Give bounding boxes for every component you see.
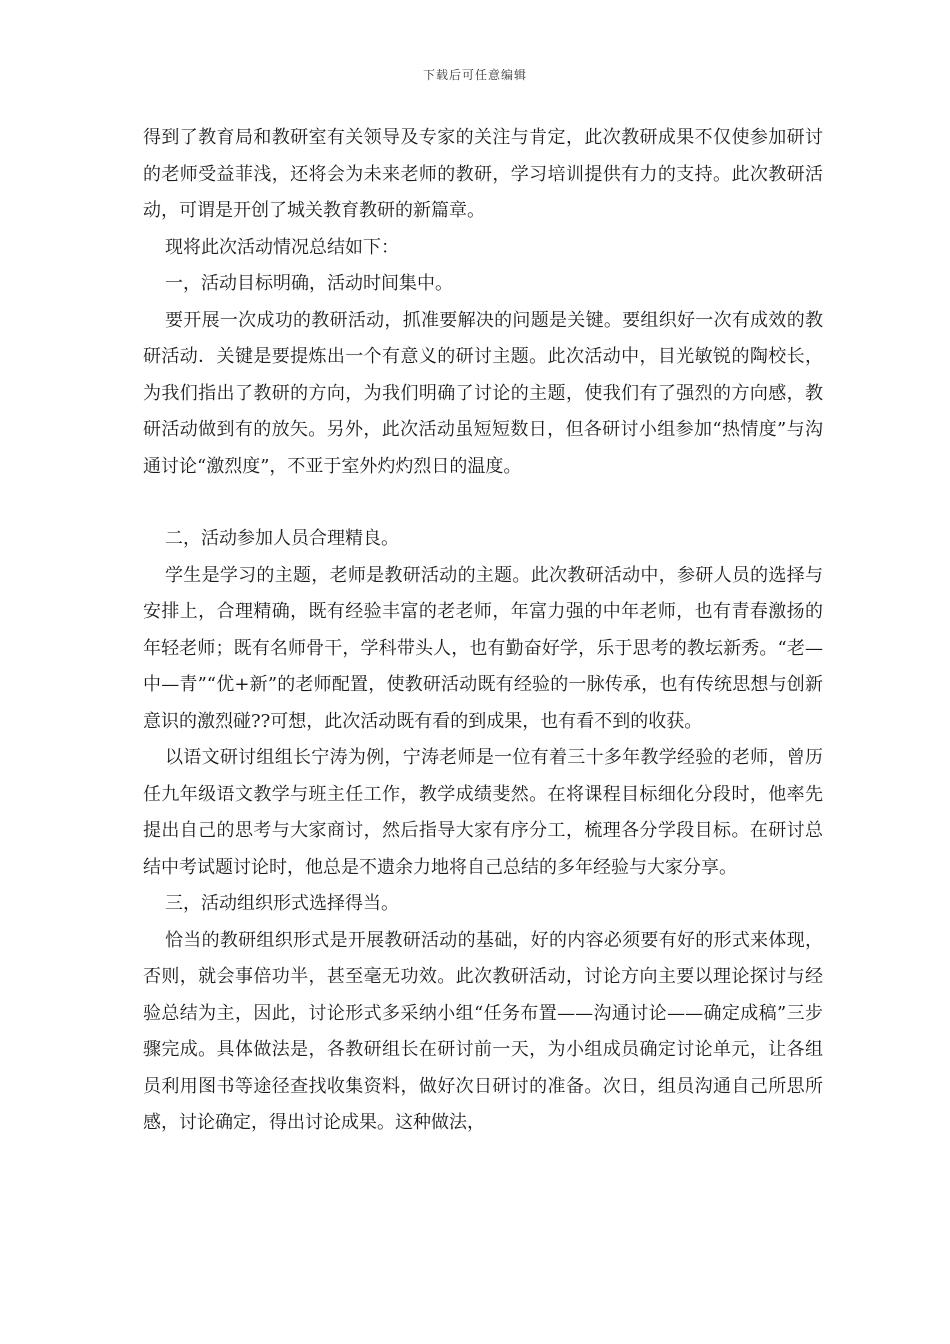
section-heading-2: 二，活动参加人员合理精良。 — [165, 528, 399, 549]
section-heading-3: 三，活动组织形式选择得当。 — [165, 893, 399, 914]
section-heading-1: 一，活动目标明确，活动时间集中。 — [165, 273, 453, 294]
paragraph-summary-lead: 现将此次活动情况总结如下： — [165, 236, 399, 258]
document-body — [143, 120, 823, 1142]
paragraph-section-1: 要开展一次成功的教研活动，抓准要解决的问题是关键。要组织好一次有成效的教研活动．关键是要提炼出一个有意义的研讨主题。此次活动中，目光敏锐的陶校长，为我们指出了教研的方向，为我们明确了讨论的主题，使我们有了强烈的方向感，教研活动做到有的放矢。另外，此次活动虽短短数日，但各研讨小组参加“热情度”与沟通讨论“激烈度”，不亚于室外灼灼烈日的温度。 — [143, 309, 823, 477]
paragraph-section-3: 恰当的教研组织形式是开展教研活动的基础，好的内容必须要有好的形式来体现，否则，就会事倍功半，甚至毫无功效。此次教研活动，讨论方向主要以理论探讨与经验总结为主，因此，讨论形式多采纳小组“任务布置——沟通讨论——确定成稿”三步骤完成。具体做法是，各教研组长在研讨前一天，为小组成员确定讨论单元，让各组员利用图书等途径查找收集资料，做好次日研讨的准备。次日，组员沟通自己所思所感，讨论确定，得出讨论成果。这种做法， — [143, 929, 823, 1133]
paragraph-intro-continued: 得到了教育局和教研室有关领导及专家的关注与肯定，此次教研成果不仅使参加研讨的老师受益菲浅，还将会为未来老师的教研，学习培训提供有力的支持。此次教研活动，可谓是开创了城关教育教研的新篇章。 — [143, 127, 823, 221]
page-header: 下载后可任意编辑 — [422, 68, 527, 82]
paragraph-example: 以语文研讨组组长宁涛为例，宁涛老师是一位有着三十多年教学经验的老师，曾历任九年级语文教学与班主任工作，教学成绩斐然。在将课程目标细化分段时，他率先提出自己的思考与大家商讨，然后指导大家有序分工，梳理各分学段目标。在研讨总结中考试题讨论时，他总是不遗余力地将自己总结的多年经验与大家分享。 — [143, 747, 823, 878]
paragraph-section-2: 学生是学习的主题，老师是教研活动的主题。此次教研活动中，参研人员的选择与安排上，合理精确，既有经验丰富的老老师，年富力强的中年老师，也有青春激扬的年轻老师；既有名师骨干，学科带头人，也有勤奋好学，乐于思考的教坛新秀。“老—中—青”“优+新”的老师配置，使教研活动既有经验的一脉传承，也有传统思想与创新意识的激烈碰??可想，此次活动既有看的到成果，也有看不到的收获。 — [143, 564, 823, 732]
